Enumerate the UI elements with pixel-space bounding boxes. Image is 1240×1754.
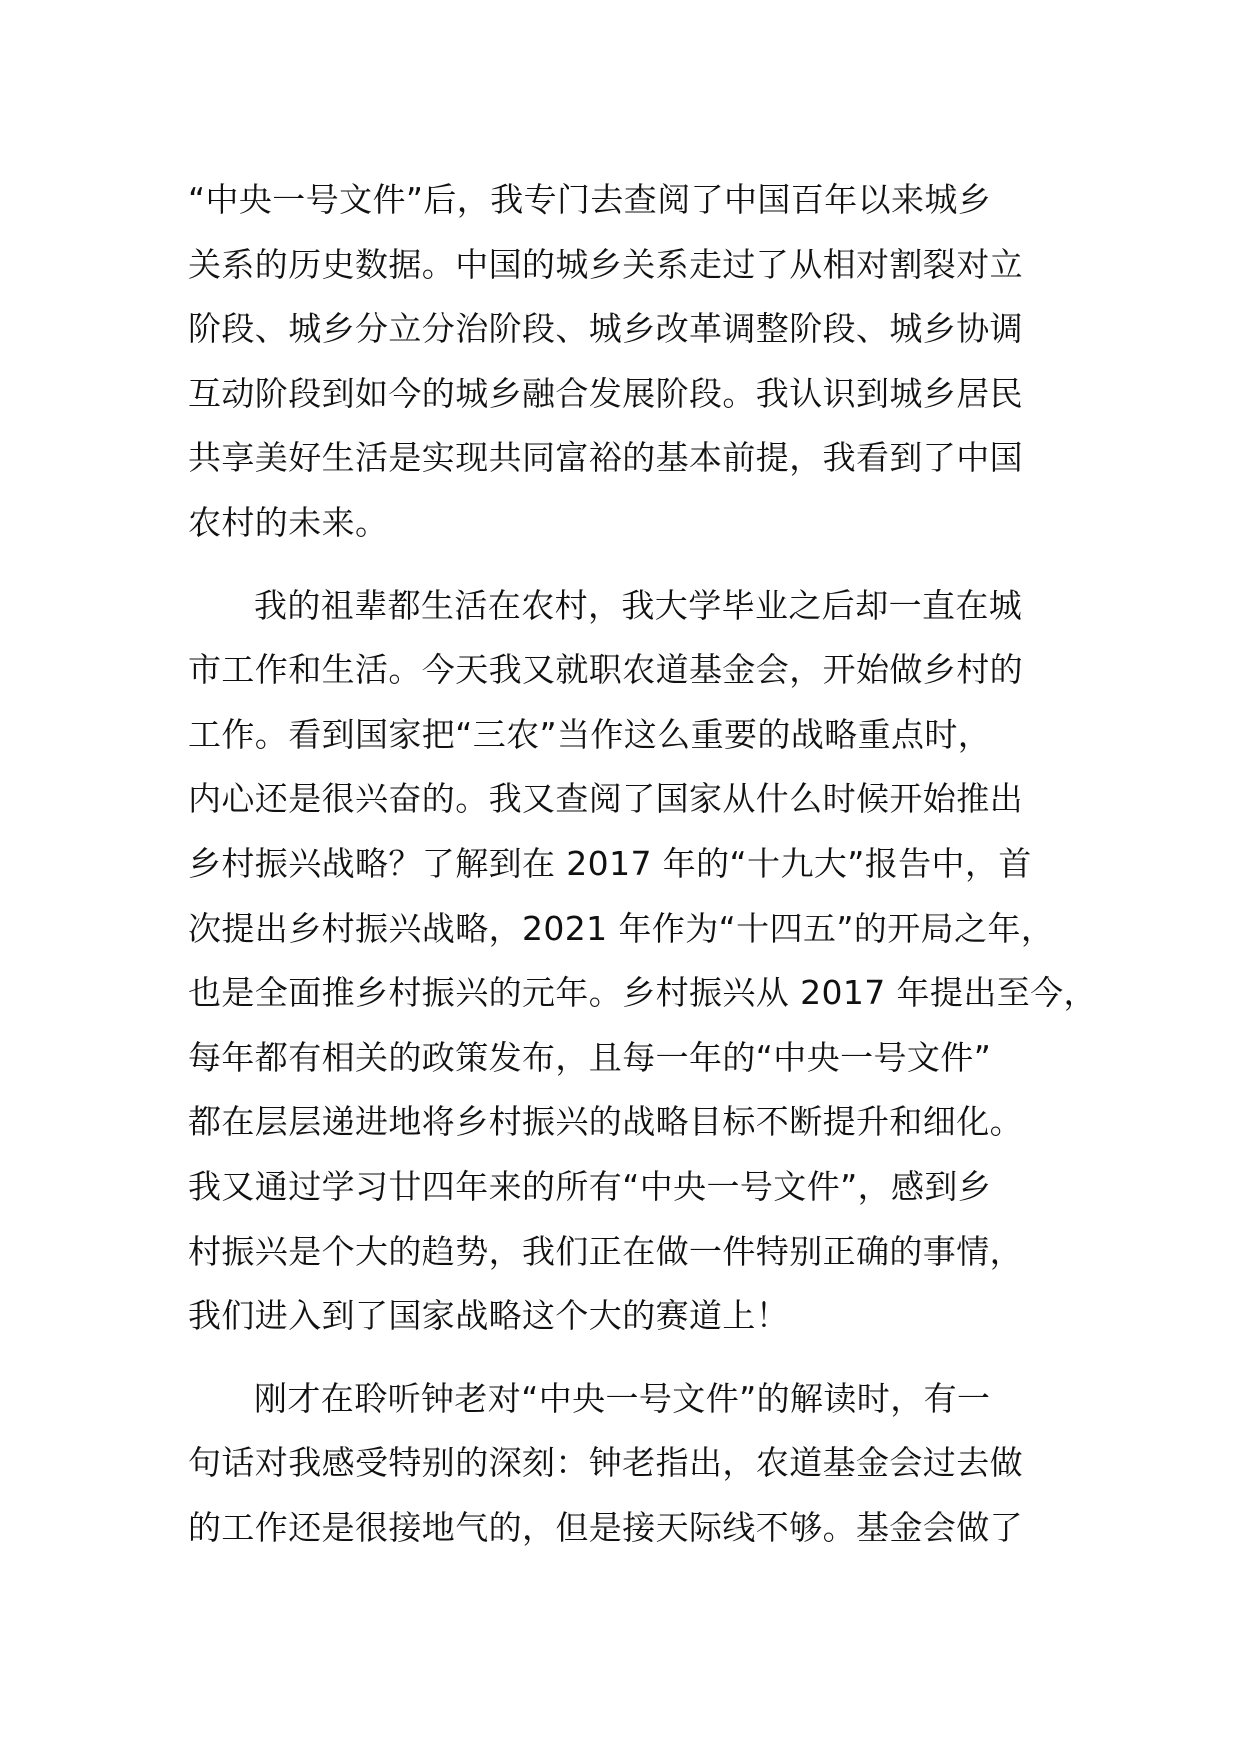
paragraph-line: 阶段、城乡分立分治阶段、城乡改革调整阶段、城乡协调 [188, 309, 1023, 349]
paragraph-line: 互动阶段到如今的城乡融合发展阶段。我认识到城乡居民 [188, 373, 1023, 413]
document-body [188, 168, 1097, 1560]
paragraph-line: 每年都有相关的政策发布，且每一年的“中央一号文件” [188, 1037, 992, 1077]
paragraph-line: 村振兴是个大的趋势，我们正在做一件特别正确的事情， [188, 1231, 1023, 1271]
paragraph-line: 共享美好生活是实现共同富裕的基本前提，我看到了中国 [188, 438, 1023, 478]
paragraph-line: “中央一号文件”后，我专门去查阅了中国百年以来城乡 [188, 180, 992, 219]
paragraph-line: 市工作和生活。今天我又就职农道基金会，开始做乡村的 [188, 650, 1023, 690]
paragraph-line: 都在层层递进地将乡村振兴的战略目标不断提升和细化。 [188, 1102, 1023, 1142]
paragraph-2 [188, 574, 1097, 1349]
paragraph-line: 也是全面推乡村振兴的元年。乡村振兴从 2017 年提出至今， [188, 973, 1097, 1013]
paragraph-line: 关系的历史数据。中国的城乡关系走过了从相对割裂对立 [188, 244, 1023, 284]
paragraph-line: 我的祖辈都生活在农村，我大学毕业之后却一直在城 [254, 585, 1023, 625]
paragraph-line: 工作。看到国家把“三农”当作这么重要的战略重点时， [188, 714, 992, 754]
paragraph-line: 农村的未来。 [188, 502, 389, 542]
paragraph-line: 句话对我感受特别的深刻：钟老指出，农道基金会过去做 [188, 1443, 1023, 1483]
paragraph-line: 我又通过学习廿四年来的所有“中央一号文件”，感到乡 [188, 1166, 992, 1206]
paragraph-line: 刚才在聆听钟老对“中央一号文件”的解读时，有一 [254, 1378, 991, 1418]
paragraph-1 [188, 168, 1088, 556]
paragraph-3 [188, 1367, 1088, 1561]
paragraph-line: 乡村振兴战略？了解到在 2017 年的“十九大”报告中，首 [188, 843, 1032, 883]
paragraph-line: 内心还是很兴奋的。我又查阅了国家从什么时候开始推出 [188, 779, 1023, 819]
paragraph-line: 的工作还是很接地气的，但是接天际线不够。基金会做了 [188, 1507, 1023, 1547]
paragraph-line: 我们进入到了国家战略这个大的赛道上！ [188, 1296, 790, 1336]
paragraph-line: 次提出乡村振兴战略，2021 年作为“十四五”的开局之年， [188, 908, 1055, 948]
